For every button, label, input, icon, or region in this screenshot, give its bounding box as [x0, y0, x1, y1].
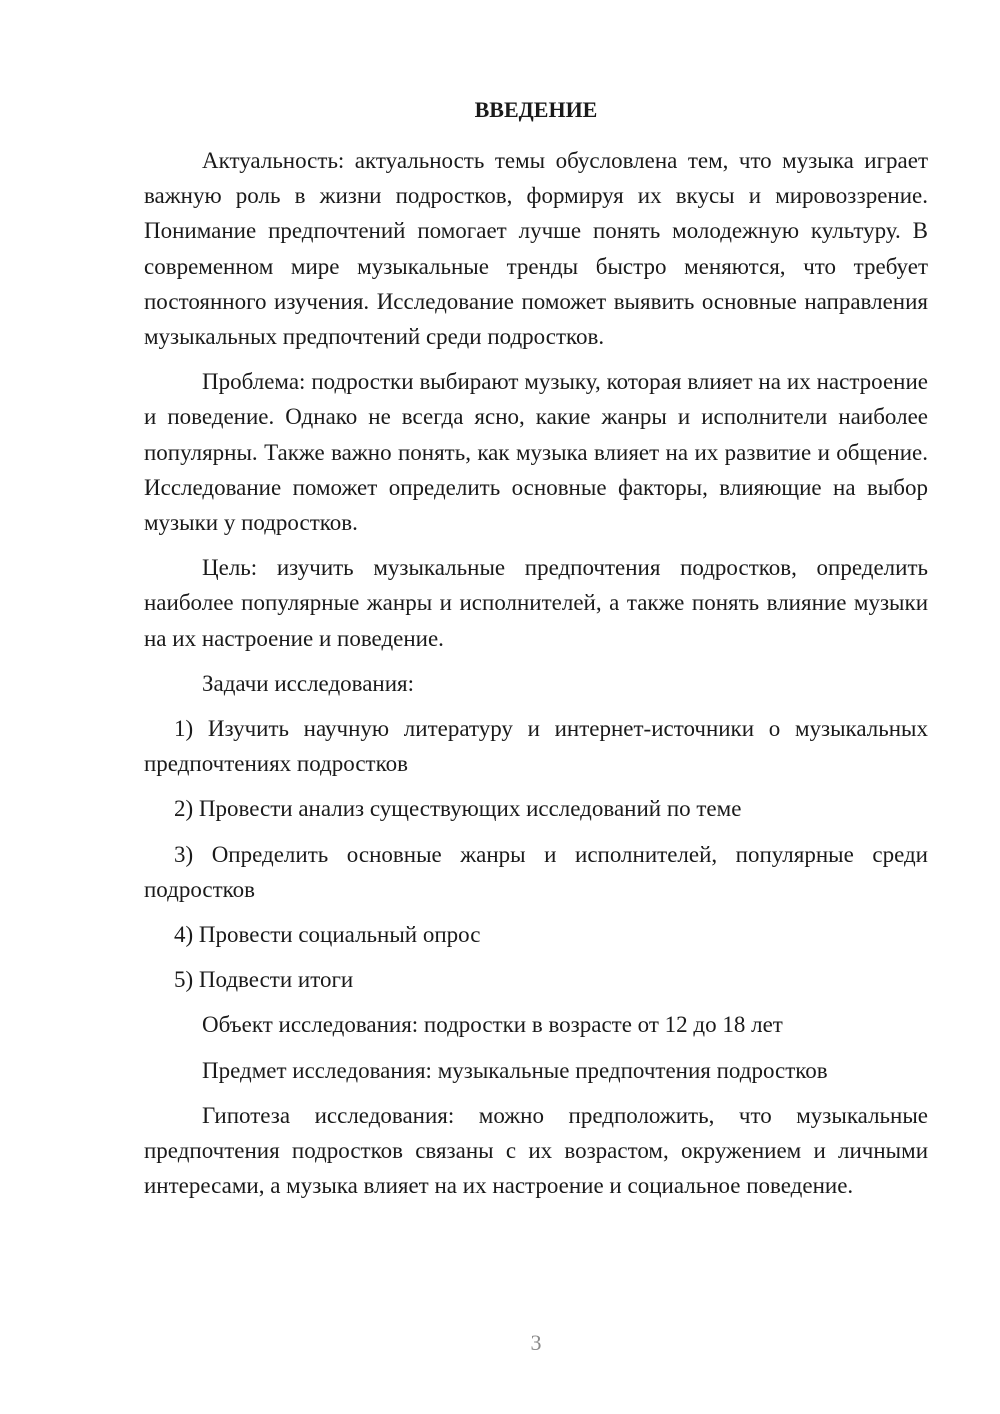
task-item-3: 3) Определить основные жанры и исполнителей, популярные среди подростков: [144, 841, 928, 902]
relevance-paragraph: Актуальность: актуальность темы обусловлена тем, что музыка играет важную роль в жизни подростков, формируя их вкусы и мировоззрение. Понимание предпочтений помогает лучше понять молодежную культуру. В современном мире музыкальные тренды быстро меняются, что требует постоянного изучения. Исследование поможет выявить основные направления музыкальных предпочтений среди подростков.: [144, 148, 928, 350]
tasks-title: Задачи исследования:: [202, 670, 415, 696]
page-content: [144, 92, 928, 1213]
hypothesis-paragraph: Гипотеза исследования: можно предположить, что музыкальные предпочтения подростков связаны с их возрастом, окружением и личными интересами, а музыка влияет на их настроение и социальное поведение.: [144, 1102, 928, 1199]
object-paragraph: Объект исследования: подростки в возрасте от 12 до 18 лет: [202, 1012, 783, 1038]
subject-paragraph: Предмет исследования: музыкальные предпочтения подростков: [202, 1057, 828, 1083]
task-item-1: 1) Изучить научную литературу и интернет-источники о музыкальных предпочтениях подростков: [144, 716, 928, 777]
task-item-2: 2) Провести анализ существующих исследований по теме: [174, 796, 742, 822]
goal-paragraph: Цель: изучить музыкальные предпочтения подростков, определить наиболее популярные жанры и исполнителей, а также понять влияние музыки на их настроение и поведение.: [144, 555, 928, 651]
task-item-4: 4) Провести социальный опрос: [174, 922, 481, 948]
page-number: 3: [530, 1330, 542, 1355]
problem-paragraph: Проблема: подростки выбирают музыку, которая влияет на их настроение и поведение. Однако не всегда ясно, какие жанры и исполнители наиболее популярны. Также важно понять, как музыка влияет на их развитие и общение. Исследование поможет определить основные факторы, влияющие на выбор музыки у подростков.: [144, 369, 928, 536]
section-heading: ВВЕДЕНИЕ: [474, 97, 598, 122]
task-item-5: 5) Подвести итоги: [174, 967, 354, 993]
